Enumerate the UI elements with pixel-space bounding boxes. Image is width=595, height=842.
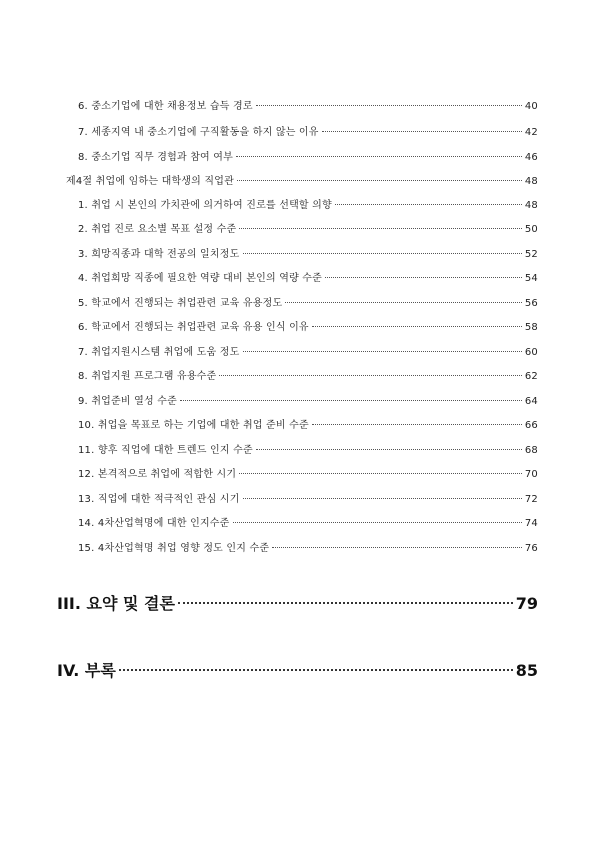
toc-entry[interactable]: [78, 318, 538, 333]
toc-entry-label: 8. 중소기업 직무 경험과 참여 여부: [78, 152, 234, 163]
toc-entry-label: 10. 취업을 목표로 하는 기업에 대한 취업 준비 수준: [78, 420, 309, 431]
toc-entry[interactable]: [78, 245, 538, 260]
toc-entry[interactable]: [78, 490, 538, 505]
dot-leader: [322, 131, 522, 132]
toc-entry-page: 50: [524, 224, 538, 235]
toc-entry-label: 11. 향후 직업에 대한 트렌드 인지 수준: [78, 445, 253, 456]
dot-leader: [119, 669, 513, 671]
toc-entry-label: 2. 취업 진로 요소별 목표 설정 수준: [78, 224, 237, 235]
toc-chapter-page: 85: [515, 661, 538, 680]
dot-leader: [256, 105, 522, 106]
toc-entry-page: 74: [524, 518, 538, 529]
toc-entry-page: 66: [524, 420, 538, 431]
toc-entry-label: 4. 취업희망 직종에 필요한 역량 대비 본인의 역량 수준: [78, 273, 323, 284]
toc-entry-label: 6. 중소기업에 대한 채용정보 습득 경로: [78, 101, 253, 112]
toc-entry-page: 76: [524, 543, 538, 554]
dot-leader: [335, 204, 522, 205]
toc-entry[interactable]: [78, 465, 538, 480]
toc-entry-page: 46: [524, 152, 538, 163]
toc-entry-label: 14. 4차산업혁명에 대한 인지수준: [78, 518, 230, 529]
toc-entry[interactable]: [78, 416, 538, 431]
toc-entry-label: 13. 직업에 대한 적극적인 관심 시기: [78, 494, 240, 505]
dot-leader: [256, 449, 522, 450]
toc-entry[interactable]: [78, 392, 538, 407]
dot-leader: [243, 351, 522, 352]
dot-leader: [285, 302, 522, 303]
toc-chapter-page: 79: [515, 594, 538, 613]
toc-entry-page: 56: [524, 298, 538, 309]
toc-section-entry[interactable]: [66, 172, 538, 187]
toc-entry-label: 8. 취업지원 프로그램 유용수준: [78, 371, 217, 382]
toc-entry-page: 62: [524, 371, 538, 382]
toc-entry[interactable]: [78, 343, 538, 358]
toc-entry-page: 70: [524, 469, 538, 480]
dot-leader: [178, 602, 513, 604]
toc-entry-label: 12. 본격적으로 취업에 적합한 시기: [78, 469, 237, 480]
toc-chapter-entry[interactable]: [57, 591, 538, 614]
toc-entry-page: 58: [524, 322, 538, 333]
toc-entry-page: 68: [524, 445, 538, 456]
toc-entry-page: 72: [524, 494, 538, 505]
toc-entry-label: 7. 세종지역 내 중소기업에 구직활동을 하지 않는 이유: [78, 127, 319, 138]
toc-entry-page: 48: [524, 176, 538, 187]
toc-entry-page: 40: [524, 101, 538, 112]
dot-leader: [312, 326, 522, 327]
toc-entry[interactable]: [78, 441, 538, 456]
toc-entry[interactable]: [78, 269, 538, 284]
toc-entry[interactable]: [78, 148, 538, 163]
dot-leader: [219, 375, 521, 376]
toc-entry-page: 48: [524, 200, 538, 211]
toc-entry[interactable]: [78, 196, 538, 211]
dot-leader: [233, 522, 522, 523]
toc-chapter-label: IV. 부록: [57, 661, 116, 680]
toc-entry-label: 제4절 취업에 임하는 대학생의 직업관: [66, 176, 234, 187]
toc-entry[interactable]: [78, 514, 538, 529]
toc-entry-label: 1. 취업 시 본인의 가치관에 의거하여 진로를 선택할 의향: [78, 200, 332, 211]
toc-entry-label: 9. 취업준비 열성 수준: [78, 396, 177, 407]
toc-entry-page: 42: [524, 127, 538, 138]
toc-entry-label: 5. 학교에서 진행되는 취업관련 교육 유용정도: [78, 298, 283, 309]
toc-entry-label: 7. 취업지원시스템 취업에 도움 정도: [78, 347, 240, 358]
dot-leader: [239, 473, 522, 474]
toc-entry-page: 64: [524, 396, 538, 407]
toc-entry[interactable]: [78, 294, 538, 309]
toc-entry-label: 15. 4차산업혁명 취업 영향 정도 인지 수준: [78, 543, 270, 554]
dot-leader: [312, 424, 522, 425]
dot-leader: [243, 253, 522, 254]
toc-chapter-label: III. 요약 및 결론: [57, 594, 175, 613]
dot-leader: [180, 400, 522, 401]
toc-entry-label: 3. 희망직종과 대학 전공의 일치정도: [78, 249, 240, 260]
toc-entry-label: 6. 학교에서 진행되는 취업관련 교육 유용 인식 이유: [78, 322, 309, 333]
dot-leader: [243, 498, 522, 499]
dot-leader: [325, 277, 522, 278]
toc-entry[interactable]: [78, 97, 538, 112]
toc-entry-page: 60: [524, 347, 538, 358]
dot-leader: [237, 180, 522, 181]
toc-entry-page: 54: [524, 273, 538, 284]
toc-entry-page: 52: [524, 249, 538, 260]
dot-leader: [236, 156, 522, 157]
toc-entry[interactable]: [78, 367, 538, 382]
toc-chapter-entry[interactable]: [57, 658, 538, 681]
toc-entry[interactable]: [78, 539, 538, 554]
toc-entry[interactable]: [78, 220, 538, 235]
dot-leader: [272, 547, 522, 548]
dot-leader: [239, 228, 521, 229]
toc-entry[interactable]: [78, 123, 538, 138]
